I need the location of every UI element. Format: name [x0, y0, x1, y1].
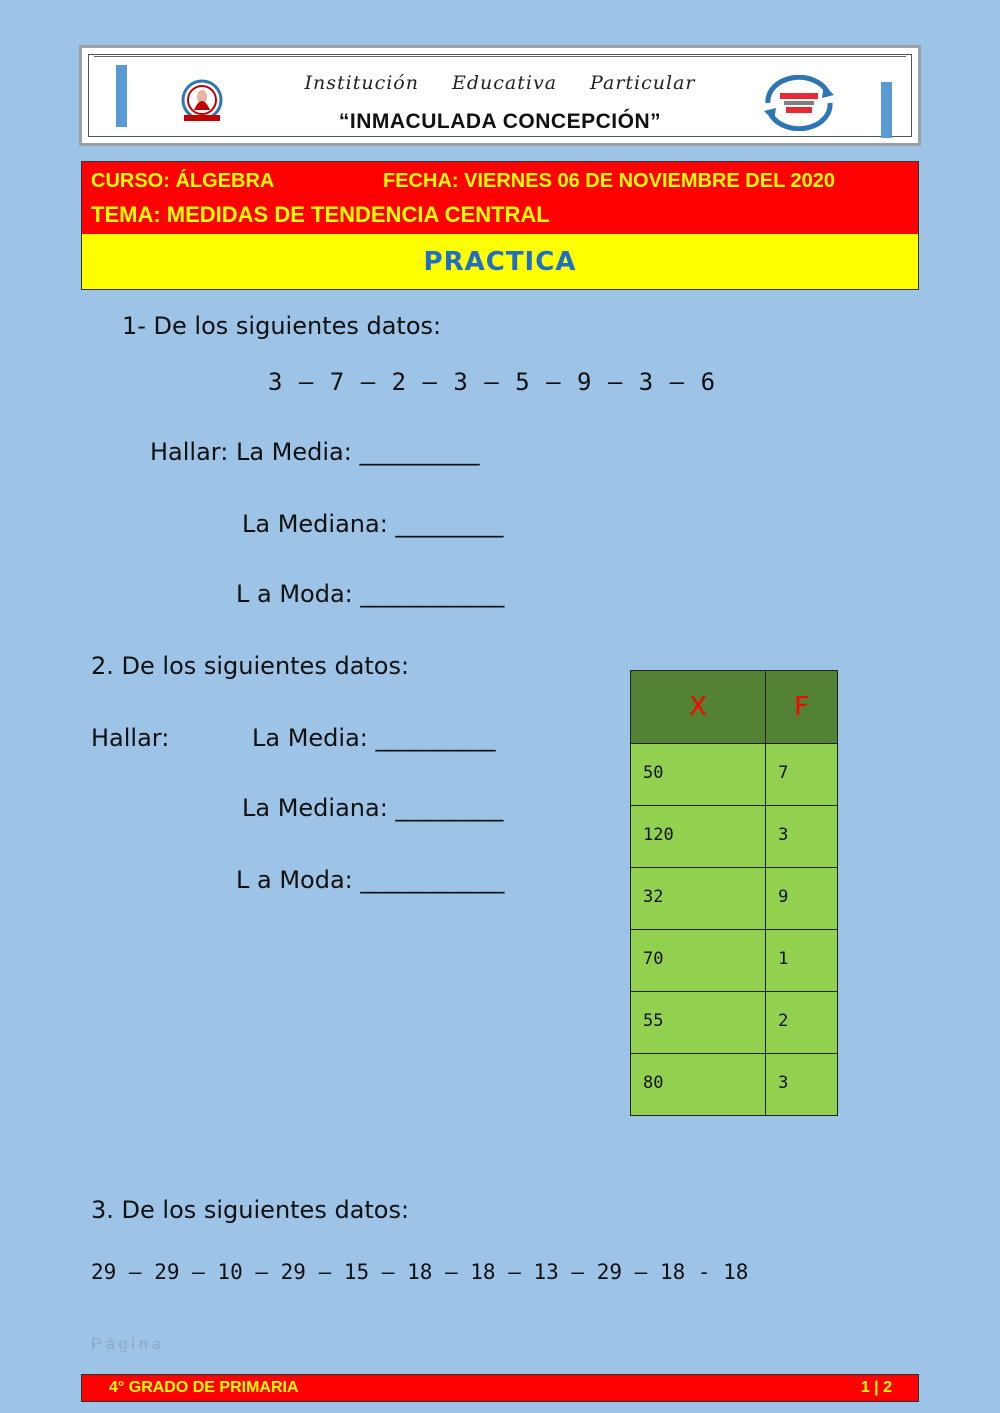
q2-mediana: La Mediana: _________ [242, 794, 504, 822]
q1-heading: 1- De los siguientes datos: [122, 312, 442, 340]
school-name: “INMACULADA CONCEPCIÓN” [338, 110, 662, 133]
course-label: CURSO: ÁLGEBRA [91, 170, 275, 192]
cell-x: 50 [631, 744, 766, 806]
q2-hallar: Hallar: [91, 724, 170, 752]
page-label: Página [91, 1336, 165, 1353]
cell-x: 80 [631, 1054, 766, 1116]
table-row [631, 1054, 838, 1116]
footer-bar [81, 1374, 919, 1402]
q3-heading: 3. De los siguientes datos: [91, 1196, 410, 1224]
q2-heading: 2. De los siguientes datos: [91, 652, 410, 680]
cell-f: 3 [766, 806, 838, 868]
table-row [631, 744, 838, 806]
table-header-row [631, 671, 838, 744]
header-x: X [631, 671, 766, 744]
table-row [631, 930, 838, 992]
table-row [631, 868, 838, 930]
table-row [631, 992, 838, 1054]
cell-x: 70 [631, 930, 766, 992]
cell-x: 120 [631, 806, 766, 868]
cell-f: 9 [766, 868, 838, 930]
q1-data: 3 – 7 – 2 – 3 – 5 – 9 – 3 – 6 [268, 368, 717, 396]
q2-media: La Media: __________ [252, 724, 496, 752]
q3-data: 29 – 29 – 10 – 29 – 15 – 18 – 18 – 13 – 29 – 18 - 18 [91, 1260, 749, 1284]
course-info-box [81, 161, 919, 235]
cell-f: 7 [766, 744, 838, 806]
page-number: 1 | 2 [860, 1379, 892, 1396]
frequency-table [630, 670, 838, 1116]
page-title: PRACTICA [423, 247, 577, 277]
cell-f: 3 [766, 1054, 838, 1116]
banner-top-line [94, 56, 906, 57]
header-f: F [766, 671, 838, 744]
table-row [631, 806, 838, 868]
cell-x: 55 [631, 992, 766, 1054]
institution-line: Institución Educativa Particular [304, 72, 696, 94]
q1-moda: L a Moda: ____________ [236, 580, 505, 608]
cell-f: 2 [766, 992, 838, 1054]
practice-title-box [81, 234, 919, 290]
cell-x: 32 [631, 868, 766, 930]
grade-label: 4° GRADO DE PRIMARIA [109, 1379, 299, 1396]
header-banner [79, 45, 921, 146]
q1-mediana: La Mediana: _________ [242, 510, 504, 538]
date-label: FECHA: VIERNES 06 DE NOVIEMBRE DEL 2020 [383, 170, 835, 192]
cell-f: 1 [766, 930, 838, 992]
q2-moda: L a Moda: ____________ [236, 866, 505, 894]
q1-media: Hallar: La Media: __________ [150, 438, 480, 466]
topic-label: TEMA: MEDIDAS DE TENDENCIA CENTRAL [91, 202, 550, 227]
